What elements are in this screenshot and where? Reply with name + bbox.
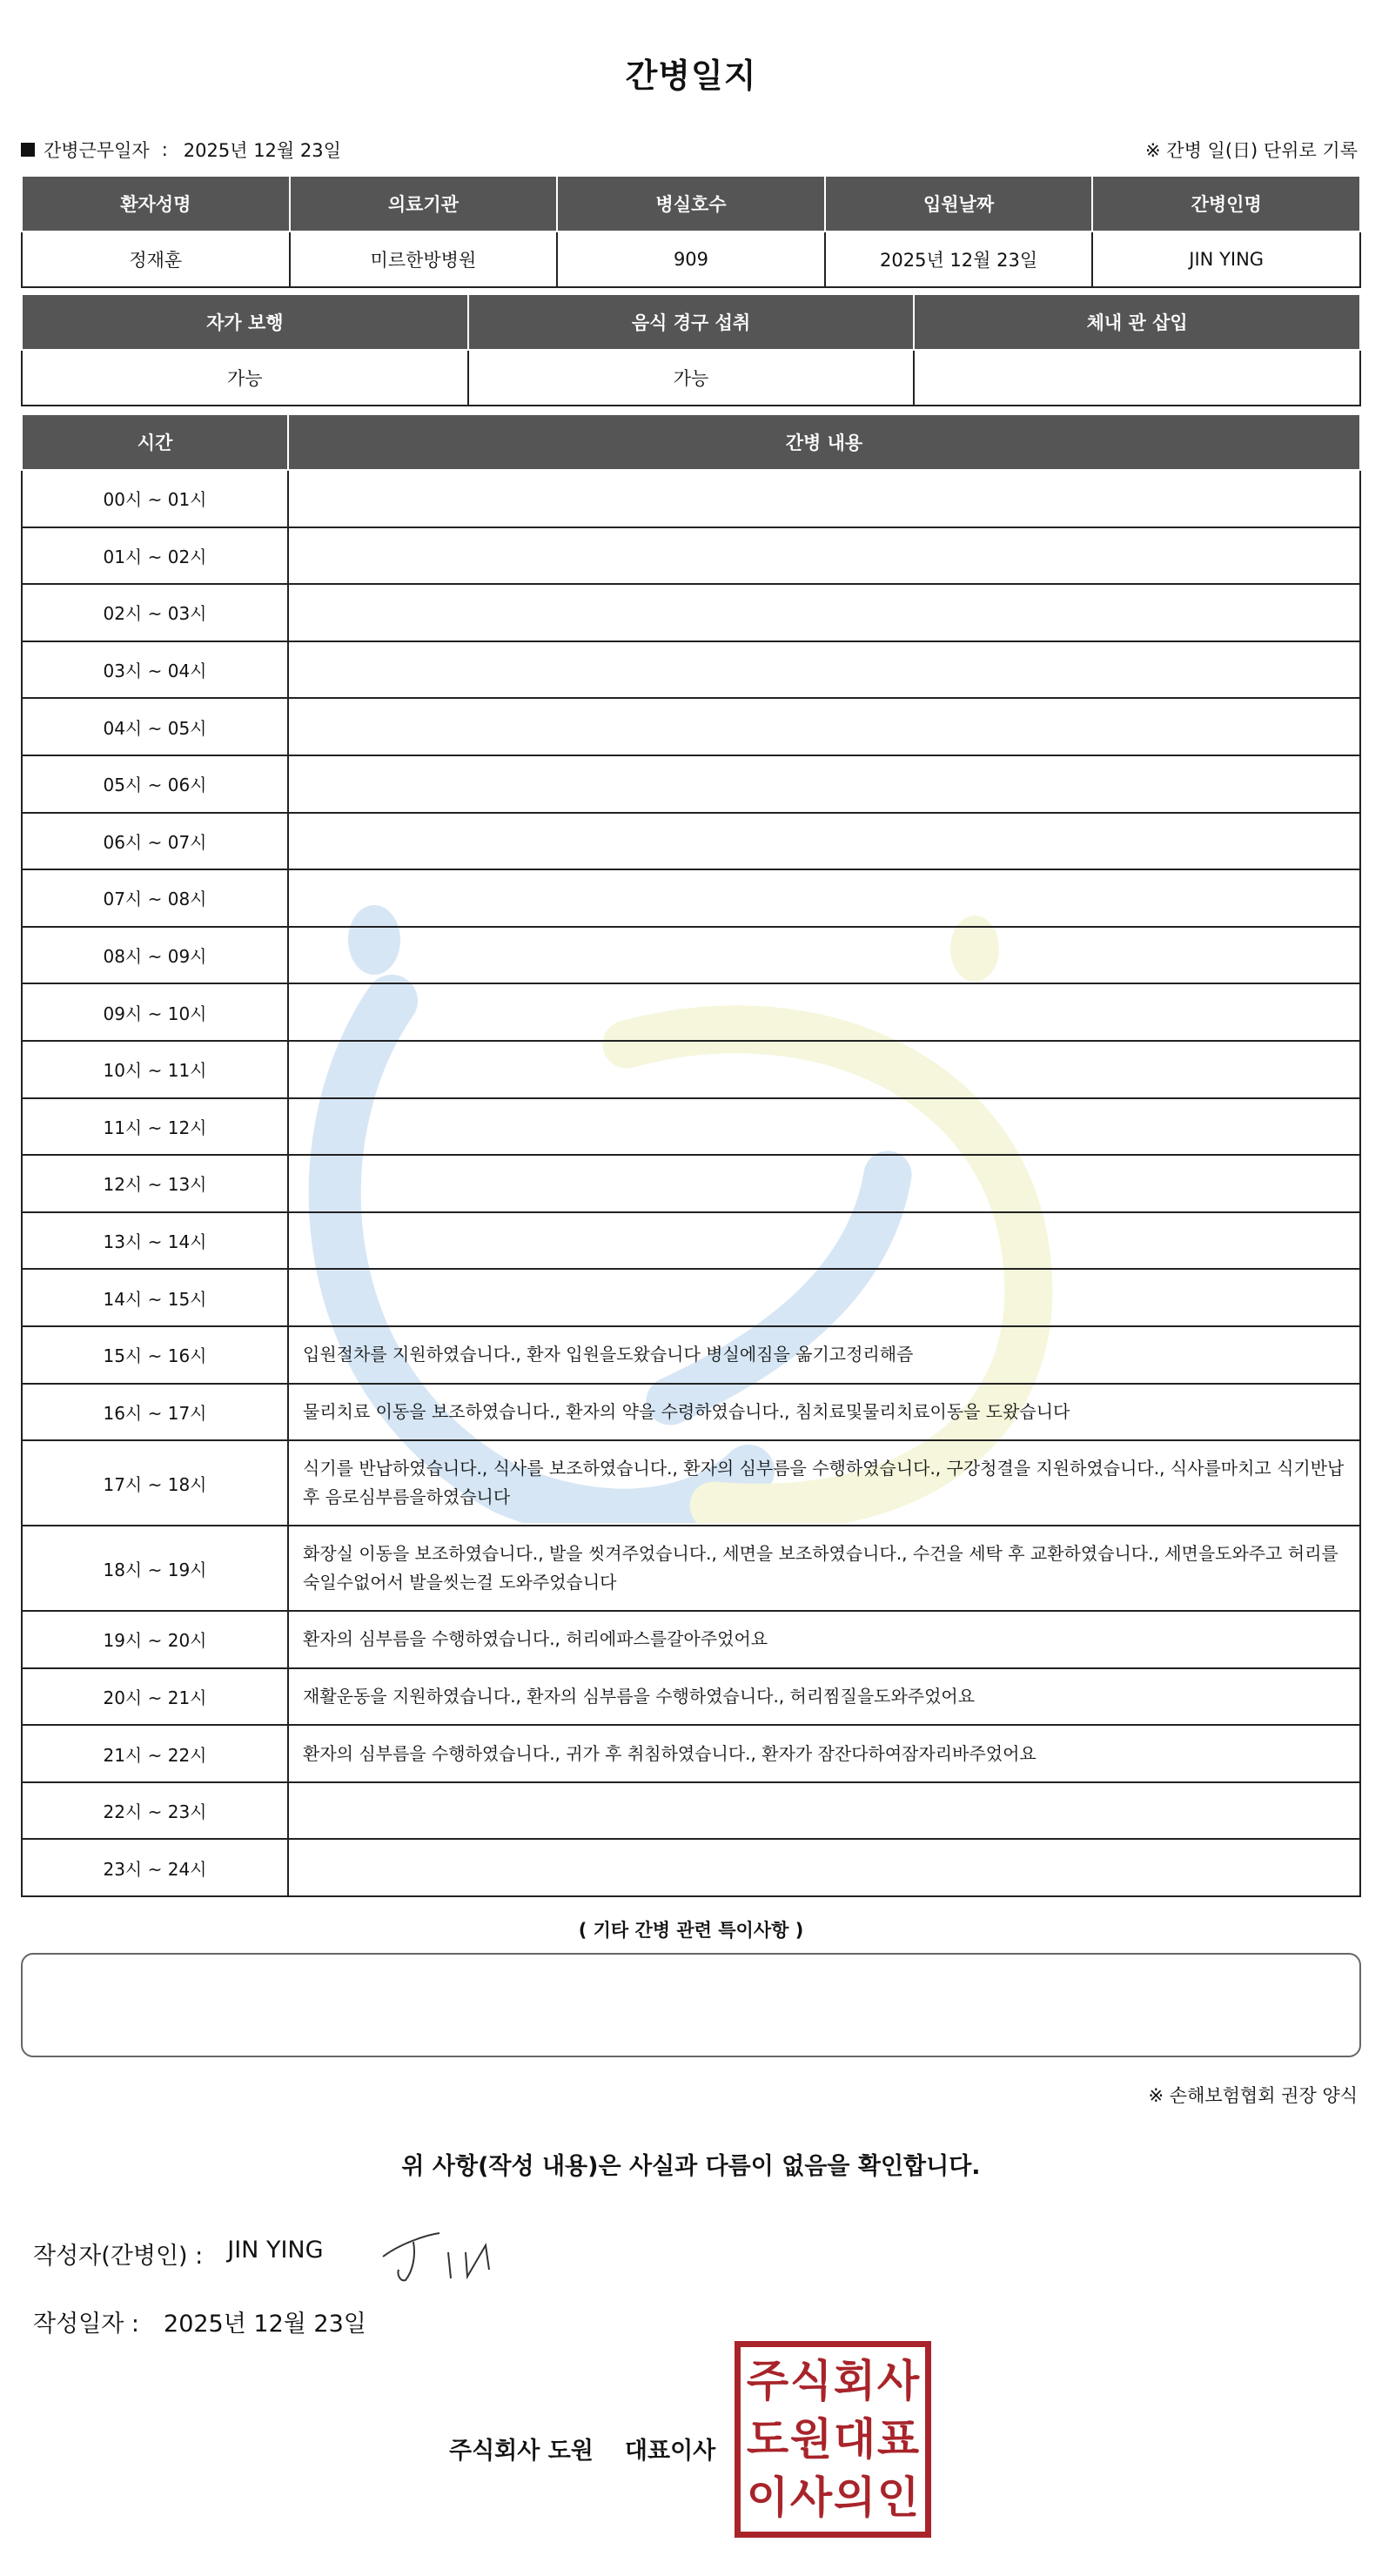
log-time: 14시 ~ 15시 — [22, 1269, 288, 1326]
log-time: 22시 ~ 23시 — [22, 1782, 288, 1840]
log-time: 16시 ~ 17시 — [22, 1384, 288, 1441]
seal-char: 원 — [789, 2413, 833, 2465]
oral-intake-value: 가능 — [468, 350, 915, 406]
log-row — [22, 1326, 1360, 1384]
log-time: 03시 ~ 04시 — [22, 641, 288, 699]
patient-value-row — [22, 231, 1360, 287]
log-time: 19시 ~ 20시 — [22, 1611, 288, 1668]
log-content — [288, 1212, 1360, 1270]
seal-char: 대 — [833, 2413, 876, 2465]
tube-value — [914, 350, 1360, 406]
log-time: 08시 ~ 09시 — [22, 927, 288, 984]
log-time: 15시 ~ 16시 — [22, 1326, 288, 1384]
log-time: 20시 ~ 21시 — [22, 1668, 288, 1726]
patient-header-row — [22, 176, 1360, 231]
log-content — [288, 1155, 1360, 1212]
log-time: 06시 ~ 07시 — [22, 813, 288, 870]
log-content: 환자의 심부름을 수행하였습니다., 허리에파스를갈아주었어요 — [288, 1611, 1360, 1668]
log-time: 11시 ~ 12시 — [22, 1098, 288, 1156]
header-walking: 자가 보행 — [22, 294, 468, 350]
log-row — [22, 1839, 1360, 1896]
log-row — [22, 527, 1360, 585]
log-time: 09시 ~ 10시 — [22, 983, 288, 1041]
log-content: 식기를 반납하였습니다., 식사를 보조하였습니다., 환자의 심부름을 수행하였습니다., 구강청결을 지원하였습니다., 식사를마치고 식기반납후 음로심부름을하였습니다 — [288, 1440, 1360, 1526]
log-content: 입원절차를 지원하였습니다., 환자 입원을도왔습니다 병실에짐을 옮기고정리해즘 — [288, 1326, 1360, 1384]
walking-value: 가능 — [22, 350, 468, 406]
log-time: 05시 ~ 06시 — [22, 755, 288, 813]
log-time: 12시 ~ 13시 — [22, 1155, 288, 1212]
log-row — [22, 927, 1360, 984]
log-content — [288, 1839, 1360, 1896]
log-content — [288, 584, 1360, 641]
log-row — [22, 641, 1360, 699]
log-row — [22, 470, 1360, 527]
header-care-content: 간병 내용 — [288, 414, 1360, 470]
hospital-name: 미르한방병원 — [290, 231, 558, 287]
log-time: 00시 ~ 01시 — [22, 470, 288, 527]
header-room: 병실호수 — [557, 176, 825, 231]
written-date-line — [33, 2304, 366, 2338]
header-hospital: 의료기관 — [290, 176, 558, 231]
log-content: 물리치료 이동을 보조하였습니다., 환자의 약을 수령하였습니다., 침치료및물리치료이동을 도왔습니다 — [288, 1384, 1360, 1441]
work-date-value: 2025년 12월 23일 — [183, 140, 341, 161]
confirm-statement: 위 사항(작성 내용)은 사실과 다름이 없음을 확인합니다. — [401, 2153, 981, 2180]
log-row — [22, 1440, 1360, 1526]
log-row — [22, 1725, 1360, 1782]
special-notes-title: ( 기타 간병 관련 특이사항 ) — [578, 1920, 804, 1941]
log-row — [22, 1526, 1360, 1611]
writer-line — [33, 2237, 324, 2271]
status-header-row — [22, 294, 1360, 350]
seal-char: 인 — [876, 2472, 920, 2523]
log-row — [22, 1212, 1360, 1270]
log-time: 21시 ~ 22시 — [22, 1725, 288, 1782]
log-header-row — [22, 414, 1360, 470]
log-row — [22, 755, 1360, 813]
recommend-note: ※ 손해보험협회 권장 양식 — [1148, 2085, 1358, 2106]
company-line — [449, 2432, 715, 2465]
company-ceo-title: 대표이사 — [624, 2438, 716, 2465]
writer-value: JIN YING — [227, 2237, 324, 2264]
patient-status-table — [21, 293, 1361, 406]
log-content: 화장실 이동을 보조하였습니다., 발을 씻겨주었습니다., 세면을 보조하였습니다., 수건을 세탁 후 교환하였습니다., 세면을도와주고 허리를숙일수없어서 발을씻는걸 도와주었습니다 — [288, 1526, 1360, 1611]
header-tube: 체내 관 삽입 — [914, 294, 1360, 350]
log-time: 01시 ~ 02시 — [22, 527, 288, 585]
square-bullet-icon — [21, 143, 35, 157]
header-admission-date: 입원날짜 — [825, 176, 1093, 231]
seal-char: 식 — [789, 2356, 833, 2407]
header-time: 시간 — [22, 414, 288, 470]
log-row — [22, 584, 1360, 641]
unit-note: ※ 간병 일(日) 단위로 기록 — [1145, 140, 1358, 161]
work-date — [21, 137, 341, 163]
seal-char: 의 — [833, 2472, 876, 2523]
log-content — [288, 527, 1360, 585]
seal-char: 이 — [746, 2472, 789, 2523]
header-patient-name: 환자성명 — [22, 176, 290, 231]
special-notes-box — [21, 1953, 1361, 2057]
log-content — [288, 755, 1360, 813]
log-time: 02시 ~ 03시 — [22, 584, 288, 641]
header-oral-intake: 음식 경구 섭취 — [468, 294, 915, 350]
log-time: 10시 ~ 11시 — [22, 1041, 288, 1098]
seal-char: 주 — [746, 2356, 789, 2407]
log-content — [288, 1782, 1360, 1840]
log-row — [22, 1098, 1360, 1156]
log-time: 23시 ~ 24시 — [22, 1839, 288, 1896]
log-content — [288, 1041, 1360, 1098]
log-body — [22, 470, 1360, 1896]
admission-date: 2025년 12월 23일 — [825, 231, 1093, 287]
log-row — [22, 1611, 1360, 1668]
log-row — [22, 1269, 1360, 1326]
log-row — [22, 1782, 1360, 1840]
log-content — [288, 1098, 1360, 1156]
log-row — [22, 1155, 1360, 1212]
log-content — [288, 470, 1360, 527]
log-content: 재활운동을 지원하였습니다., 환자의 심부름을 수행하였습니다., 허리찜질을도와주었어요 — [288, 1668, 1360, 1726]
log-row — [22, 869, 1360, 927]
log-row — [22, 983, 1360, 1041]
caregiver-name: JIN YING — [1092, 231, 1360, 287]
log-row — [22, 698, 1360, 755]
log-content — [288, 698, 1360, 755]
log-content — [288, 641, 1360, 699]
seal-char: 표 — [876, 2413, 920, 2465]
header-caregiver: 간병인명 — [1092, 176, 1360, 231]
log-content — [288, 813, 1360, 870]
log-row — [22, 1384, 1360, 1441]
log-time: 17시 ~ 18시 — [22, 1440, 288, 1526]
seal-char: 사 — [789, 2472, 833, 2523]
status-value-row — [22, 350, 1360, 406]
log-row — [22, 1668, 1360, 1726]
log-content — [288, 1269, 1360, 1326]
written-date-label: 작성일자 : — [33, 2311, 140, 2338]
log-content: 환자의 심부름을 수행하였습니다., 귀가 후 취침하였습니다., 환자가 잠잔다하여잠자리바주었어요 — [288, 1725, 1360, 1782]
care-log-table — [21, 413, 1361, 1897]
log-time: 13시 ~ 14시 — [22, 1212, 288, 1270]
seal-char: 도 — [746, 2413, 789, 2465]
company-name: 주식회사 도원 — [449, 2438, 594, 2465]
seal-char: 사 — [876, 2356, 920, 2407]
seal-char: 회 — [833, 2356, 876, 2407]
patient-info-table — [21, 175, 1361, 288]
log-row — [22, 1041, 1360, 1098]
handwritten-signature — [374, 2217, 505, 2287]
page-title: 간병일지 — [625, 57, 757, 95]
log-time: 04시 ~ 05시 — [22, 698, 288, 755]
log-content — [288, 927, 1360, 984]
log-row — [22, 813, 1360, 870]
log-time: 18시 ~ 19시 — [22, 1526, 288, 1611]
writer-label: 작성자(간병인) : — [33, 2243, 204, 2270]
log-time: 07시 ~ 08시 — [22, 869, 288, 927]
work-date-label: 간병근무일자 — [44, 140, 150, 161]
patient-name: 정재훈 — [22, 231, 290, 287]
company-seal-stamp — [735, 2341, 931, 2538]
log-content — [288, 983, 1360, 1041]
written-date-value: 2025년 12월 23일 — [164, 2311, 366, 2338]
room-number: 909 — [557, 231, 825, 287]
log-content — [288, 869, 1360, 927]
work-date-colon: : — [161, 139, 168, 160]
